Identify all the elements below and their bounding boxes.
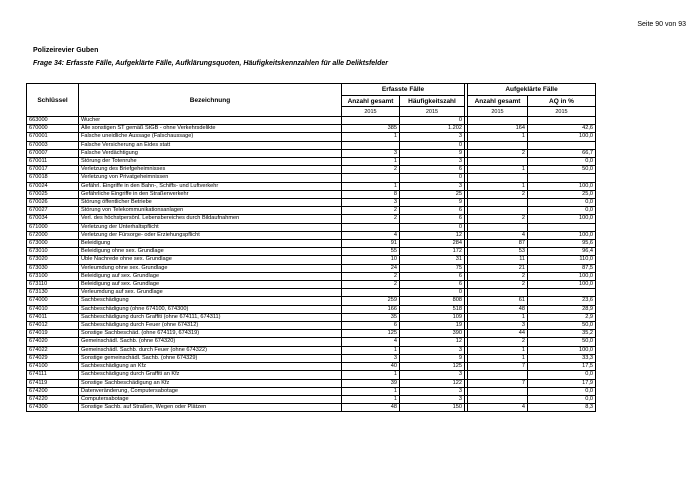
table-row <box>27 182 596 190</box>
cell-bezeichnung: Verletzung des Briefgeheimnisses <box>79 166 342 174</box>
cell-haeufigkeitszahl: 12 <box>400 338 465 346</box>
cell-bezeichnung: Beleidigung <box>79 240 342 248</box>
cell-aufgeklaert-anzahl: 4 <box>468 404 528 412</box>
cell-aq-prozent <box>528 117 596 125</box>
cell-aq-prozent: 35,2 <box>528 330 596 338</box>
cell-anzahl-gesamt: 166 <box>342 305 400 313</box>
year-label: 2015 <box>400 107 465 117</box>
column-header-anzahl-gesamt-aufgeklaert: Anzahl gesamt <box>468 96 528 107</box>
cell-aq-prozent: 25,0 <box>528 190 596 198</box>
cell-aufgeklaert-anzahl: 4 <box>468 231 528 239</box>
cell-anzahl-gesamt: 10 <box>342 256 400 264</box>
table-row <box>27 231 596 239</box>
cell-aufgeklaert-anzahl: 61 <box>468 297 528 305</box>
cell-anzahl-gesamt: 3 <box>342 354 400 362</box>
table-row <box>27 363 596 371</box>
cell-aq-prozent: 100,0 <box>528 182 596 190</box>
cell-anzahl-gesamt <box>342 174 400 182</box>
cell-aufgeklaert-anzahl <box>468 395 528 403</box>
cell-anzahl-gesamt: 91 <box>342 240 400 248</box>
cell-aq-prozent: 66,7 <box>528 149 596 157</box>
cell-bezeichnung: Gefährliche Eingriffe in den Straßenverkehr <box>79 190 342 198</box>
cell-schluessel: 674012 <box>27 322 79 330</box>
cell-haeufigkeitszahl: 0 <box>400 223 465 231</box>
cell-aufgeklaert-anzahl: 44 <box>468 330 528 338</box>
cell-anzahl-gesamt: 2 <box>342 166 400 174</box>
cell-aq-prozent: 95,6 <box>528 240 596 248</box>
cell-aufgeklaert-anzahl <box>468 174 528 182</box>
cell-aq-prozent: 50,0 <box>528 166 596 174</box>
table-row <box>27 125 596 133</box>
cell-bezeichnung: Verleumdung ohne sex. Grundlage <box>79 264 342 272</box>
table-row <box>27 305 596 313</box>
year-label: 2015 <box>528 107 596 117</box>
table-row <box>27 256 596 264</box>
cell-aufgeklaert-anzahl: 2 <box>468 190 528 198</box>
table-row <box>27 272 596 280</box>
cell-anzahl-gesamt: 3 <box>342 149 400 157</box>
cell-haeufigkeitszahl: 1.202 <box>400 125 465 133</box>
cell-anzahl-gesamt: 3 <box>342 199 400 207</box>
cell-aufgeklaert-anzahl: 87 <box>468 240 528 248</box>
cell-bezeichnung: Üble Nachrede ohne sex. Grundlage <box>79 256 342 264</box>
cell-bezeichnung: Störung von Telekommunikationsanlagen <box>79 207 342 215</box>
table-row <box>27 313 596 321</box>
cell-haeufigkeitszahl: 19 <box>400 322 465 330</box>
cell-bezeichnung: Beleidigung auf sex. Grundlage <box>79 281 342 289</box>
cell-schluessel: 670034 <box>27 215 79 223</box>
cell-bezeichnung: Wucher <box>79 117 342 125</box>
cell-anzahl-gesamt: 1 <box>342 158 400 166</box>
cell-schluessel: 670007 <box>27 149 79 157</box>
cell-anzahl-gesamt: 1 <box>342 371 400 379</box>
cell-aufgeklaert-anzahl: 2 <box>468 281 528 289</box>
table-row <box>27 149 596 157</box>
cell-bezeichnung: Sachbeschädigung an Kfz <box>79 363 342 371</box>
cell-haeufigkeitszahl: 0 <box>400 289 465 297</box>
cell-bezeichnung: Datenveränderung, Computersabotage <box>79 387 342 395</box>
cell-aufgeklaert-anzahl <box>468 207 528 215</box>
table-row <box>27 404 596 412</box>
cell-aq-prozent: 23,6 <box>528 297 596 305</box>
cell-aq-prozent: 42,6 <box>528 125 596 133</box>
table-row <box>27 248 596 256</box>
cell-bezeichnung: Beleidigung ohne sex. Grundlage <box>79 248 342 256</box>
cell-bezeichnung: Sachbeschädigung <box>79 297 342 305</box>
cell-aufgeklaert-anzahl: 1 <box>468 313 528 321</box>
group-header-aufgeklaerte-faelle: Aufgeklärte Fälle <box>468 84 596 96</box>
table-row <box>27 395 596 403</box>
cell-aq-prozent: 2,9 <box>528 313 596 321</box>
cell-aq-prozent <box>528 174 596 182</box>
cell-schluessel: 673110 <box>27 281 79 289</box>
cell-anzahl-gesamt: 1 <box>342 387 400 395</box>
organization-title: Polizeirevier Guben <box>33 47 99 54</box>
cell-bezeichnung: Sonstige Sachbeschädigung an Kfz <box>79 379 342 387</box>
cell-schluessel: 673130 <box>27 289 79 297</box>
cell-aq-prozent <box>528 289 596 297</box>
cell-aq-prozent: 17,9 <box>528 379 596 387</box>
cell-anzahl-gesamt: 1 <box>342 395 400 403</box>
cell-schluessel: 674010 <box>27 305 79 313</box>
cell-schluessel: 670003 <box>27 141 79 149</box>
cell-aufgeklaert-anzahl: 3 <box>468 322 528 330</box>
cell-aufgeklaert-anzahl: 53 <box>468 248 528 256</box>
cell-anzahl-gesamt: 6 <box>342 322 400 330</box>
cell-schluessel: 670026 <box>27 199 79 207</box>
cell-schluessel: 670018 <box>27 174 79 182</box>
cell-aufgeklaert-anzahl: 2 <box>468 215 528 223</box>
cell-aq-prozent: 100,0 <box>528 281 596 289</box>
cell-haeufigkeitszahl: 25 <box>400 190 465 198</box>
table-row <box>27 223 596 231</box>
cell-haeufigkeitszahl: 6 <box>400 281 465 289</box>
cell-aufgeklaert-anzahl: 1 <box>468 133 528 141</box>
cell-aufgeklaert-anzahl <box>468 223 528 231</box>
cell-haeufigkeitszahl: 3 <box>400 158 465 166</box>
cell-anzahl-gesamt: 1 <box>342 182 400 190</box>
cell-schluessel: 674029 <box>27 354 79 362</box>
cell-haeufigkeitszahl: 3 <box>400 371 465 379</box>
cell-schluessel: 674200 <box>27 387 79 395</box>
table-row <box>27 346 596 354</box>
cell-aufgeklaert-anzahl: 1 <box>468 346 528 354</box>
cell-haeufigkeitszahl: 6 <box>400 272 465 280</box>
cell-bezeichnung: Gefährl. Eingriffe in den Bahn-, Schiffs- und Luftverkehr <box>79 182 342 190</box>
cell-anzahl-gesamt: 4 <box>342 338 400 346</box>
cell-haeufigkeitszahl: 3 <box>400 133 465 141</box>
cell-aq-prozent: 50,0 <box>528 322 596 330</box>
cell-anzahl-gesamt: 385 <box>342 125 400 133</box>
cell-bezeichnung: Verletzung der Unterhaltspflicht <box>79 223 342 231</box>
cell-anzahl-gesamt: 55 <box>342 248 400 256</box>
table-row <box>27 117 596 125</box>
cell-aufgeklaert-anzahl: 7 <box>468 379 528 387</box>
cell-haeufigkeitszahl: 6 <box>400 207 465 215</box>
table-row <box>27 379 596 387</box>
cell-aq-prozent: 110,0 <box>528 256 596 264</box>
cell-haeufigkeitszahl: 9 <box>400 149 465 157</box>
cell-aq-prozent: 33,3 <box>528 354 596 362</box>
cell-anzahl-gesamt: 40 <box>342 363 400 371</box>
cell-haeufigkeitszahl: 75 <box>400 264 465 272</box>
cell-haeufigkeitszahl: 3 <box>400 395 465 403</box>
cell-aufgeklaert-anzahl: 164 <box>468 125 528 133</box>
cell-anzahl-gesamt: 2 <box>342 207 400 215</box>
cell-schluessel: 674220 <box>27 395 79 403</box>
cell-haeufigkeitszahl: 150 <box>400 404 465 412</box>
cell-bezeichnung: Störung öffentlicher Betriebe <box>79 199 342 207</box>
cell-bezeichnung: Sonstige Sachb. auf Straßen, Wegen oder Plätzen <box>79 404 342 412</box>
cell-schluessel: 674119 <box>27 379 79 387</box>
cell-schluessel: 673030 <box>27 264 79 272</box>
cell-schluessel: 673100 <box>27 272 79 280</box>
table-row <box>27 371 596 379</box>
table-row <box>27 387 596 395</box>
table-row <box>27 297 596 305</box>
cell-haeufigkeitszahl: 3 <box>400 387 465 395</box>
cell-aq-prozent <box>528 141 596 149</box>
cell-anzahl-gesamt <box>342 223 400 231</box>
cell-bezeichnung: Sonstige gemeinschädl. Sachb. (ohne 674329) <box>79 354 342 362</box>
cell-bezeichnung: Beleidigung auf sex. Grundlage <box>79 272 342 280</box>
cell-anzahl-gesamt: 2 <box>342 215 400 223</box>
cell-haeufigkeitszahl: 0 <box>400 117 465 125</box>
cell-aq-prozent <box>528 223 596 231</box>
cell-schluessel: 670000 <box>27 125 79 133</box>
table-row <box>27 215 596 223</box>
cell-aq-prozent: 0,0 <box>528 207 596 215</box>
cell-schluessel: 673020 <box>27 256 79 264</box>
cell-aufgeklaert-anzahl: 2 <box>468 272 528 280</box>
cell-schluessel: 674020 <box>27 338 79 346</box>
cell-aq-prozent: 100,0 <box>528 133 596 141</box>
table-row <box>27 338 596 346</box>
cell-anzahl-gesamt: 39 <box>342 379 400 387</box>
cell-aufgeklaert-anzahl <box>468 158 528 166</box>
page-number: Seite 90 von 93 <box>637 21 686 28</box>
table-row <box>27 289 596 297</box>
table-row <box>27 158 596 166</box>
table-row <box>27 354 596 362</box>
table-row <box>27 264 596 272</box>
statistics-table <box>26 83 596 412</box>
cell-anzahl-gesamt: 125 <box>342 330 400 338</box>
year-label: 2015 <box>468 107 528 117</box>
cell-aufgeklaert-anzahl: 21 <box>468 264 528 272</box>
cell-aq-prozent: 28,9 <box>528 305 596 313</box>
cell-bezeichnung: Verl. des höchstpersönl. Lebensbereiches durch Bildaufnahmen <box>79 215 342 223</box>
cell-aq-prozent: 0,0 <box>528 395 596 403</box>
table-row <box>27 322 596 330</box>
cell-aufgeklaert-anzahl: 1 <box>468 354 528 362</box>
cell-aufgeklaert-anzahl: 2 <box>468 338 528 346</box>
group-header-erfasste-faelle: Erfasste Fälle <box>342 84 465 96</box>
cell-schluessel: 674019 <box>27 330 79 338</box>
cell-bezeichnung: Alle sonstigen ST gemäß StGB - ohne Verkehrsdelikte <box>79 125 342 133</box>
column-header-schluessel: Schlüssel <box>27 84 79 117</box>
cell-anzahl-gesamt <box>342 289 400 297</box>
table-row <box>27 174 596 182</box>
cell-bezeichnung: Sachbeschädigung durch Graffiti (ohne 674111, 674311) <box>79 313 342 321</box>
cell-aufgeklaert-anzahl: 7 <box>468 363 528 371</box>
table-row <box>27 207 596 215</box>
cell-anzahl-gesamt: 2 <box>342 272 400 280</box>
cell-aq-prozent: 17,5 <box>528 363 596 371</box>
cell-aufgeklaert-anzahl <box>468 387 528 395</box>
table-row <box>27 190 596 198</box>
cell-haeufigkeitszahl: 0 <box>400 174 465 182</box>
table-caption: Frage 34: Erfasste Fälle, Aufgeklärte Fälle, Aufklärungsquoten, Häufigkeitskennzahlen für alle Deliktsfelder <box>33 60 389 67</box>
cell-aufgeklaert-anzahl <box>468 141 528 149</box>
cell-schluessel: 670011 <box>27 158 79 166</box>
cell-aq-prozent: 0,0 <box>528 387 596 395</box>
cell-anzahl-gesamt: 259 <box>342 297 400 305</box>
cell-aufgeklaert-anzahl: 48 <box>468 305 528 313</box>
cell-anzahl-gesamt <box>342 141 400 149</box>
cell-schluessel: 673000 <box>27 240 79 248</box>
cell-haeufigkeitszahl: 109 <box>400 313 465 321</box>
cell-haeufigkeitszahl: 31 <box>400 256 465 264</box>
cell-aufgeklaert-anzahl <box>468 371 528 379</box>
cell-bezeichnung: Sachbeschädigung (ohne 674100, 674300) <box>79 305 342 313</box>
cell-bezeichnung: Sachbeschädigung durch Feuer (ohne 674312) <box>79 322 342 330</box>
cell-schluessel: 674000 <box>27 297 79 305</box>
cell-schluessel: 663000 <box>27 117 79 125</box>
cell-haeufigkeitszahl: 3 <box>400 182 465 190</box>
cell-anzahl-gesamt: 4 <box>342 231 400 239</box>
column-header-haeufigkeitszahl: Häufigkeitszahl <box>400 96 465 107</box>
cell-anzahl-gesamt <box>342 117 400 125</box>
table-row <box>27 141 596 149</box>
cell-schluessel: 670017 <box>27 166 79 174</box>
cell-schluessel: 670025 <box>27 190 79 198</box>
cell-bezeichnung: Gemeinschädl. Sachb. (ohne 674320) <box>79 338 342 346</box>
cell-haeufigkeitszahl: 284 <box>400 240 465 248</box>
cell-aufgeklaert-anzahl: 2 <box>468 149 528 157</box>
cell-aufgeklaert-anzahl <box>468 117 528 125</box>
table-row <box>27 199 596 207</box>
table-row <box>27 330 596 338</box>
cell-bezeichnung: Falsche uneidliche Aussage (Falschaussage) <box>79 133 342 141</box>
cell-schluessel: 670001 <box>27 133 79 141</box>
cell-haeufigkeitszahl: 122 <box>400 379 465 387</box>
cell-haeufigkeitszahl: 3 <box>400 346 465 354</box>
cell-schluessel: 674300 <box>27 404 79 412</box>
cell-bezeichnung: Gemeinschädl. Sachb. durch Feuer (ohne 674322) <box>79 346 342 354</box>
cell-aq-prozent: 87,5 <box>528 264 596 272</box>
cell-aq-prozent: 100,0 <box>528 231 596 239</box>
table-row <box>27 240 596 248</box>
column-header-aq-prozent: AQ in % <box>528 96 596 107</box>
cell-bezeichnung: Sachbeschädigung durch Graffiti an Kfz <box>79 371 342 379</box>
cell-bezeichnung: Sonstige Sachbeschäd. (ohne 674119, 674319) <box>79 330 342 338</box>
cell-anzahl-gesamt: 24 <box>342 264 400 272</box>
cell-aq-prozent: 100,0 <box>528 215 596 223</box>
table-row <box>27 166 596 174</box>
cell-bezeichnung: Verletzung von Privatgeheimnissen <box>79 174 342 182</box>
cell-schluessel: 673010 <box>27 248 79 256</box>
cell-schluessel: 674022 <box>27 346 79 354</box>
cell-aq-prozent: 0,0 <box>528 371 596 379</box>
cell-bezeichnung: Verletzung der Fürsorge- oder Erziehungspflicht <box>79 231 342 239</box>
column-header-anzahl-gesamt: Anzahl gesamt <box>342 96 400 107</box>
cell-anzahl-gesamt: 35 <box>342 313 400 321</box>
cell-aq-prozent: 96,4 <box>528 248 596 256</box>
cell-anzahl-gesamt: 48 <box>342 404 400 412</box>
cell-schluessel: 674111 <box>27 371 79 379</box>
column-header-bezeichnung: Bezeichnung <box>79 84 342 117</box>
cell-schluessel: 670024 <box>27 182 79 190</box>
cell-haeufigkeitszahl: 390 <box>400 330 465 338</box>
cell-aq-prozent: 100,0 <box>528 346 596 354</box>
cell-schluessel: 674100 <box>27 363 79 371</box>
cell-aufgeklaert-anzahl: 11 <box>468 256 528 264</box>
cell-bezeichnung: Falsche Verdächtigung <box>79 149 342 157</box>
cell-aq-prozent: 8,3 <box>528 404 596 412</box>
cell-bezeichnung: Computersabotage <box>79 395 342 403</box>
cell-aq-prozent: 0,0 <box>528 199 596 207</box>
cell-haeufigkeitszahl: 125 <box>400 363 465 371</box>
cell-anzahl-gesamt: 1 <box>342 133 400 141</box>
cell-aq-prozent: 0,0 <box>528 158 596 166</box>
cell-aq-prozent: 50,0 <box>528 338 596 346</box>
cell-aufgeklaert-anzahl: 1 <box>468 182 528 190</box>
cell-haeufigkeitszahl: 9 <box>400 354 465 362</box>
cell-schluessel: 671000 <box>27 223 79 231</box>
year-label: 2015 <box>342 107 400 117</box>
cell-haeufigkeitszahl: 9 <box>400 199 465 207</box>
cell-bezeichnung: Verleumdung auf sex. Grundlage <box>79 289 342 297</box>
cell-bezeichnung: Störung der Totenruhe <box>79 158 342 166</box>
cell-anzahl-gesamt: 2 <box>342 281 400 289</box>
cell-anzahl-gesamt: 8 <box>342 190 400 198</box>
cell-haeufigkeitszahl: 12 <box>400 231 465 239</box>
cell-aufgeklaert-anzahl <box>468 199 528 207</box>
cell-haeufigkeitszahl: 172 <box>400 248 465 256</box>
cell-schluessel: 674011 <box>27 313 79 321</box>
cell-aq-prozent: 100,0 <box>528 272 596 280</box>
cell-haeufigkeitszahl: 518 <box>400 305 465 313</box>
cell-haeufigkeitszahl: 6 <box>400 166 465 174</box>
cell-haeufigkeitszahl: 6 <box>400 215 465 223</box>
cell-schluessel: 672000 <box>27 231 79 239</box>
cell-schluessel: 670027 <box>27 207 79 215</box>
cell-anzahl-gesamt: 1 <box>342 346 400 354</box>
cell-haeufigkeitszahl: 0 <box>400 141 465 149</box>
table-row <box>27 133 596 141</box>
table-row <box>27 281 596 289</box>
table-body <box>27 117 596 412</box>
cell-aufgeklaert-anzahl: 1 <box>468 166 528 174</box>
cell-haeufigkeitszahl: 808 <box>400 297 465 305</box>
cell-bezeichnung: Falsche Versicherung an Eides statt <box>79 141 342 149</box>
cell-aufgeklaert-anzahl <box>468 289 528 297</box>
